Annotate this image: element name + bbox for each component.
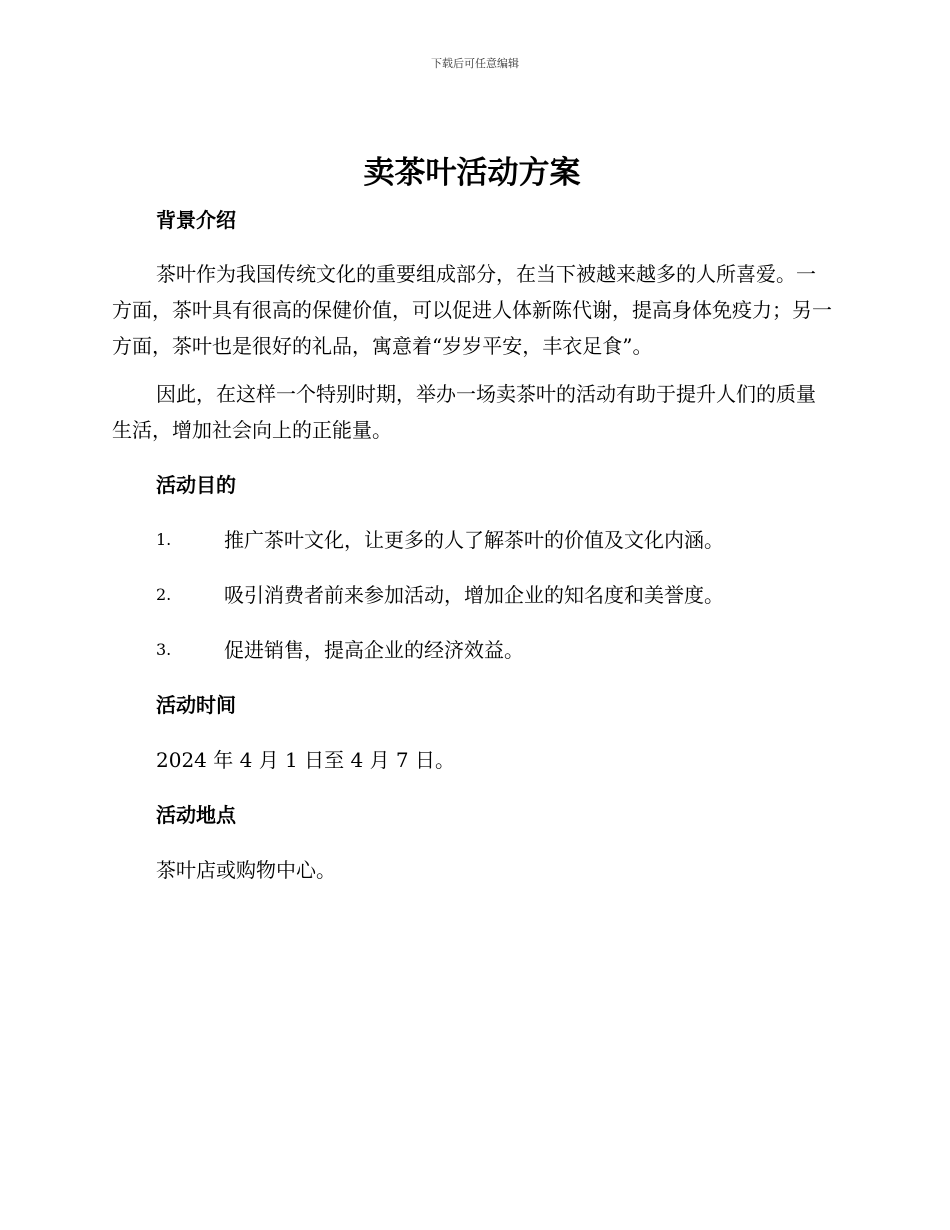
list-item-text: 吸引消费者前来参加活动，增加企业的知名度和美誉度。 — [224, 583, 724, 607]
list-item — [112, 526, 832, 554]
activity-place-text: 茶叶店或购物中心。 — [156, 858, 336, 882]
list-item-number: 3. — [156, 640, 172, 659]
list-item — [112, 636, 832, 664]
background-paragraph-2: 因此，在这样一个特别时期，举办一场卖茶叶的活动有助于提升人们的质量生活，增加社会向上的正能量。 — [112, 382, 816, 442]
page-header-note: 下载后可任意编辑 — [431, 57, 519, 70]
purpose-list — [112, 526, 832, 664]
background-paragraph-1: 茶叶作为我国传统文化的重要组成部分，在当下被越来越多的人所喜爱。一方面，茶叶具有很高的保健价值，可以促进人体新陈代谢，提高身体免疫力；另一方面，茶叶也是很好的礼品，寓意着“岁岁平安，丰衣足食”。 — [112, 262, 832, 358]
list-item-text: 促进销售，提高企业的经济效益。 — [224, 638, 524, 662]
section-heading-background: 背景介绍 — [156, 208, 236, 232]
list-item — [112, 581, 832, 609]
document-body — [112, 150, 832, 884]
section-heading-time: 活动时间 — [156, 693, 236, 717]
list-item-text: 推广茶叶文化，让更多的人了解茶叶的价值及文化内涵。 — [224, 528, 724, 552]
section-heading-purpose: 活动目的 — [156, 473, 236, 497]
list-item-number: 2. — [156, 585, 172, 604]
activity-time-text: 2024 年 4 月 1 日至 4 月 7 日。 — [156, 748, 456, 772]
list-item-number: 1. — [156, 530, 172, 549]
document-title: 卖茶叶活动方案 — [363, 155, 581, 191]
section-heading-place: 活动地点 — [156, 803, 236, 827]
